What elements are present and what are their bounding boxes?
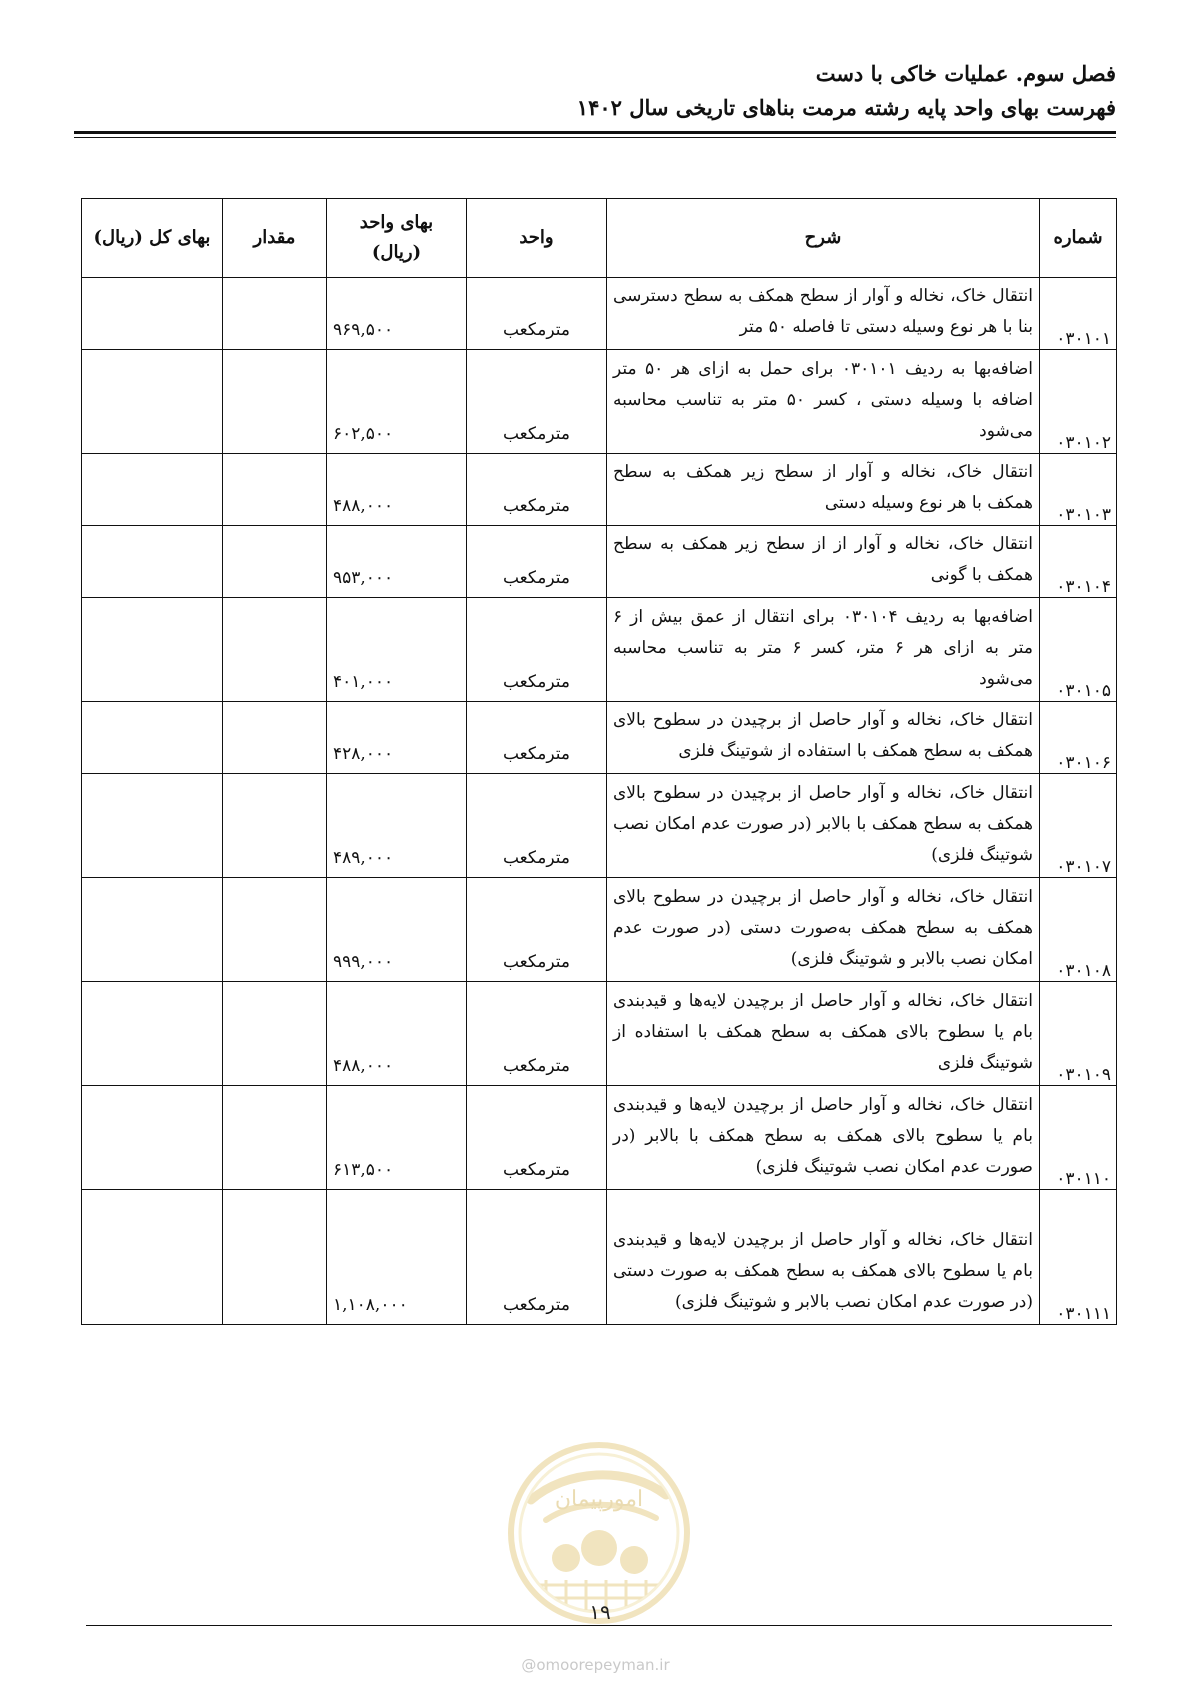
item-unit: مترمکعب: [467, 454, 607, 526]
item-quantity: [223, 1190, 327, 1325]
page-header: [74, 58, 1116, 124]
item-total: [82, 454, 223, 526]
column-header-number: شماره: [1040, 199, 1117, 278]
item-unit: مترمکعب: [467, 1190, 607, 1325]
item-quantity: [223, 526, 327, 598]
column-header-unit: واحد: [467, 199, 607, 278]
table-row: [82, 878, 1117, 982]
item-quantity: [223, 982, 327, 1086]
page-number: ۱۹: [589, 1600, 611, 1624]
price-list-table: [81, 198, 1117, 1325]
column-header-quantity: مقدار: [223, 199, 327, 278]
item-number: ۰۳۰۱۰۳: [1040, 454, 1117, 526]
item-description: انتقال خاک، نخاله و آوار از سطح زیر همکف به سطح همکف با هر نوع وسیله دستی: [607, 454, 1040, 526]
table-row: [82, 1190, 1117, 1325]
item-quantity: [223, 702, 327, 774]
item-quantity: [223, 278, 327, 350]
item-unit: مترمکعب: [467, 774, 607, 878]
item-description: اضافه‌بها به ردیف ۰۳۰۱۰۴ برای انتقال از عمق بیش از ۶ متر به ازای هر ۶ متر، کسر ۶ متر به تناسب محاسبه می‌شود: [607, 598, 1040, 702]
chapter-title: فصل سوم. عملیات خاکی با دست: [815, 61, 1116, 86]
item-description: انتقال خاک، نخاله و آوار حاصل از برچیدن در سطوح بالای همکف به سطح همکف با استفاده از شوتینگ فلزی: [607, 702, 1040, 774]
item-description: انتقال خاک، نخاله و آوار حاصل از برچیدن در سطوح بالای همکف به سطح همکف به‌صورت دستی (در صورت عدم امکان نصب بالابر و شوتینگ فلزی): [607, 878, 1040, 982]
item-unit: مترمکعب: [467, 526, 607, 598]
item-description: انتقال خاک، نخاله و آوار حاصل از برچیدن لایه‌ها و قیدبندی بام یا سطوح بالای همکف به سطح همکف با استفاده از شوتینگ فلزی: [607, 982, 1040, 1086]
site-watermark: @omoorepeyman.ir: [521, 1656, 670, 1674]
table-row: [82, 526, 1117, 598]
item-description: انتقال خاک، نخاله و آوار حاصل از برچیدن در سطوح بالای همکف به سطح همکف با بالابر (در صورت عدم امکان نصب شوتینگ فلزی): [607, 774, 1040, 878]
item-total: [82, 598, 223, 702]
item-number: ۰۳۰۱۰۸: [1040, 878, 1117, 982]
item-number: ۰۳۰۱۰۵: [1040, 598, 1117, 702]
logo-text: امورپیمان: [554, 1487, 644, 1512]
item-description: اضافه‌بها به ردیف ۰۳۰۱۰۱ برای حمل به ازای هر ۵۰ متر اضافه با وسیله دستی ، کسر ۵۰ متر به تناسب محاسبه می‌شود: [607, 350, 1040, 454]
item-description: انتقال خاک، نخاله و آوار از از سطح زیر همکف به سطح همکف با گونی: [607, 526, 1040, 598]
item-unit: مترمکعب: [467, 878, 607, 982]
item-number: ۰۳۰۱۰۲: [1040, 350, 1117, 454]
item-total: [82, 526, 223, 598]
header-rule-thin: [74, 137, 1116, 138]
item-unit-price: ۴۸۸,۰۰۰: [327, 454, 467, 526]
item-total: [82, 350, 223, 454]
table-row: [82, 454, 1117, 526]
item-quantity: [223, 598, 327, 702]
table-row: [82, 278, 1117, 350]
item-unit-price: ۹۵۳,۰۰۰: [327, 526, 467, 598]
item-unit-price: ۶۰۲,۵۰۰: [327, 350, 467, 454]
item-number: ۰۳۰۱۰۴: [1040, 526, 1117, 598]
table-row: [82, 774, 1117, 878]
item-quantity: [223, 350, 327, 454]
item-number: ۰۳۰۱۰۶: [1040, 702, 1117, 774]
item-quantity: [223, 878, 327, 982]
item-quantity: [223, 454, 327, 526]
item-unit-price: ۴۸۸,۰۰۰: [327, 982, 467, 1086]
footer-rule: [86, 1625, 1112, 1626]
item-total: [82, 1086, 223, 1190]
item-unit-price: ۹۹۹,۰۰۰: [327, 878, 467, 982]
item-unit: مترمکعب: [467, 982, 607, 1086]
table-row: [82, 350, 1117, 454]
table-row: [82, 598, 1117, 702]
item-description: انتقال خاک، نخاله و آوار حاصل از برچیدن لایه‌ها و قیدبندی بام یا سطوح بالای همکف به سطح همکف به صورت دستی (در صورت عدم امکان نصب بالابر و شوتینگ فلزی): [607, 1190, 1040, 1325]
item-number: ۰۳۰۱۰۷: [1040, 774, 1117, 878]
table-header-row: [82, 199, 1117, 278]
column-header-unit-price: [327, 199, 467, 278]
column-header-total: بهای کل (ریال): [82, 199, 223, 278]
item-number: ۰۳۰۱۰۱: [1040, 278, 1117, 350]
header-rule-thick: [74, 131, 1116, 134]
document-subtitle: فهرست بهای واحد پایه رشته مرمت بناهای تاریخی سال ۱۴۰۲: [576, 95, 1116, 120]
item-total: [82, 278, 223, 350]
item-unit: مترمکعب: [467, 598, 607, 702]
item-unit: مترمکعب: [467, 1086, 607, 1190]
item-description: انتقال خاک، نخاله و آوار حاصل از برچیدن لایه‌ها و قیدبندی بام یا سطوح بالای همکف به سطح همکف با بالابر (در صورت عدم امکان نصب شوتینگ فلزی): [607, 1086, 1040, 1190]
item-unit-price: ۱,۱۰۸,۰۰۰: [327, 1190, 467, 1325]
item-unit: مترمکعب: [467, 278, 607, 350]
item-number: ۰۳۰۱۰۹: [1040, 982, 1117, 1086]
item-quantity: [223, 774, 327, 878]
item-description: انتقال خاک، نخاله و آوار از سطح همکف به سطح دسترسی بنا با هر نوع وسیله دستی تا فاصله ۵۰ متر: [607, 278, 1040, 350]
item-total: [82, 1190, 223, 1325]
unit-price-currency: (ریال): [371, 242, 422, 263]
item-number: ۰۳۰۱۱۰: [1040, 1086, 1117, 1190]
item-total: [82, 702, 223, 774]
item-unit-price: ۶۱۳,۵۰۰: [327, 1086, 467, 1190]
unit-price-label: بهای واحد: [359, 212, 434, 233]
item-total: [82, 878, 223, 982]
item-unit-price: ۴۸۹,۰۰۰: [327, 774, 467, 878]
item-unit-price: ۴۲۸,۰۰۰: [327, 702, 467, 774]
table-row: [82, 982, 1117, 1086]
item-total: [82, 982, 223, 1086]
table-row: [82, 1086, 1117, 1190]
item-unit: مترمکعب: [467, 702, 607, 774]
item-quantity: [223, 1086, 327, 1190]
item-total: [82, 774, 223, 878]
item-unit-price: ۹۶۹,۵۰۰: [327, 278, 467, 350]
item-unit: مترمکعب: [467, 350, 607, 454]
column-header-description: شرح: [607, 199, 1040, 278]
item-number: ۰۳۰۱۱۱: [1040, 1190, 1117, 1325]
item-unit-price: ۴۰۱,۰۰۰: [327, 598, 467, 702]
table-row: [82, 702, 1117, 774]
